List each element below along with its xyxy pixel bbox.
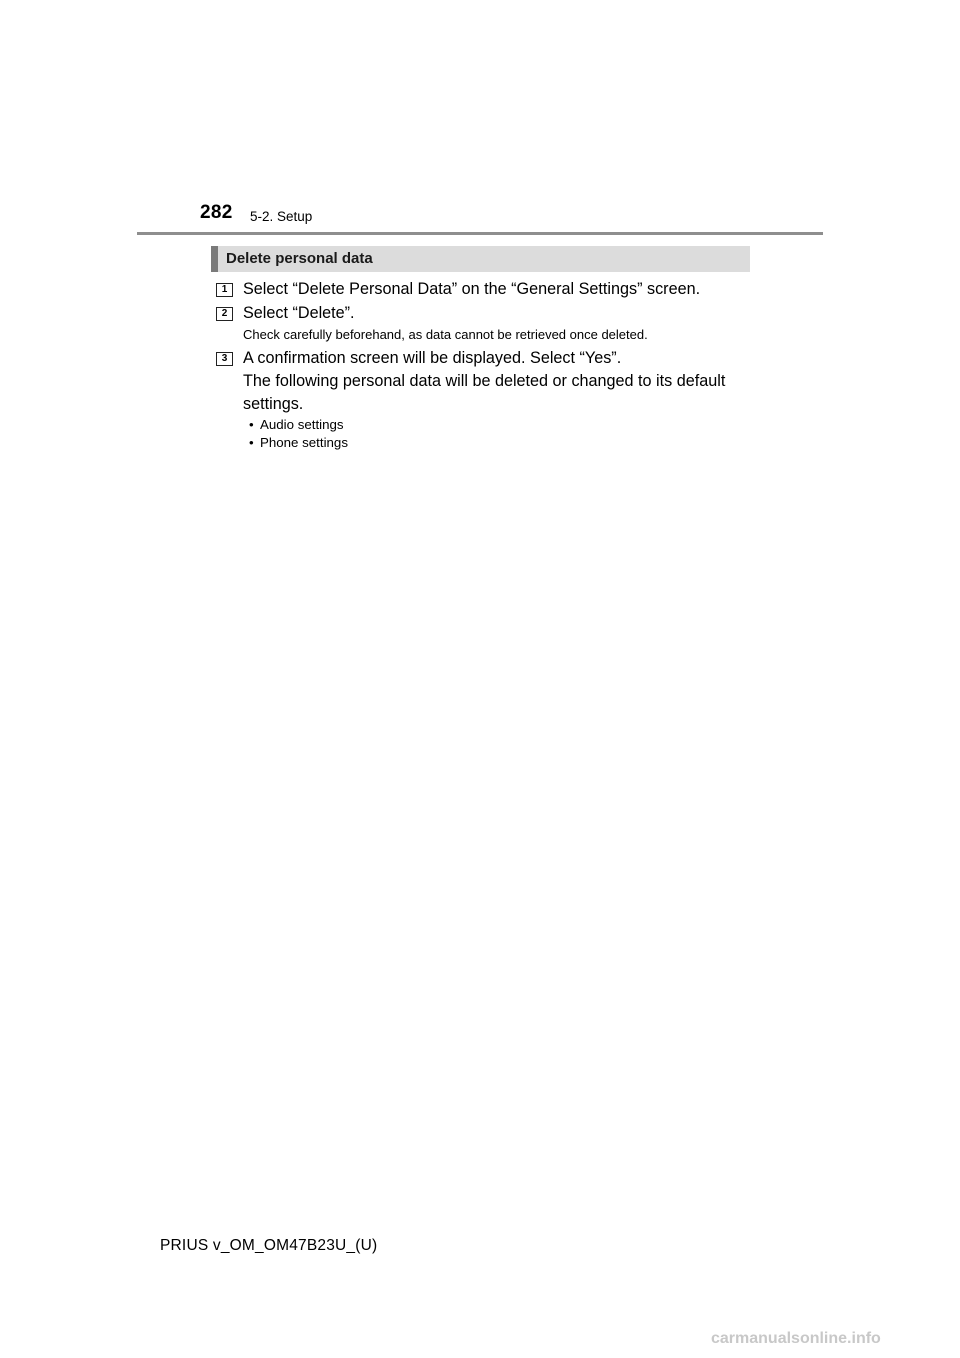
- bullet-text: Phone settings: [260, 435, 348, 450]
- watermark[interactable]: carmanualsonline.info: [711, 1330, 881, 1347]
- bullet-item: [249, 435, 348, 450]
- step-3-text: A confirmation screen will be displayed. Select “Yes”.: [243, 349, 622, 367]
- header-rule: [137, 232, 823, 235]
- section-heading: [211, 246, 750, 272]
- bullet-dot: •: [249, 435, 254, 450]
- page-number: 282: [200, 202, 233, 223]
- step-2-text: Select “Delete”.: [243, 304, 355, 322]
- step-2-note: Check carefully beforehand, as data cannot be retrieved once deleted.: [243, 327, 648, 342]
- step-3-continuation-line-2: settings.: [243, 395, 304, 413]
- step-1-text: Select “Delete Personal Data” on the “General Settings” screen.: [243, 280, 701, 298]
- section-label: 5-2. Setup: [250, 209, 313, 224]
- step-3-continuation-line-1: The following personal data will be deleted or changed to its default: [243, 372, 726, 390]
- step-number-3: 3: [216, 352, 233, 366]
- bullet-dot: •: [249, 417, 254, 432]
- bullet-text: Audio settings: [260, 417, 344, 432]
- bullet-item: [249, 417, 344, 432]
- step-number-2: 2: [216, 307, 233, 321]
- section-heading-text: Delete personal data: [226, 250, 373, 267]
- step-number-1: 1: [216, 283, 233, 297]
- footer-document-code: PRIUS v_OM_OM47B23U_(U): [160, 1237, 378, 1254]
